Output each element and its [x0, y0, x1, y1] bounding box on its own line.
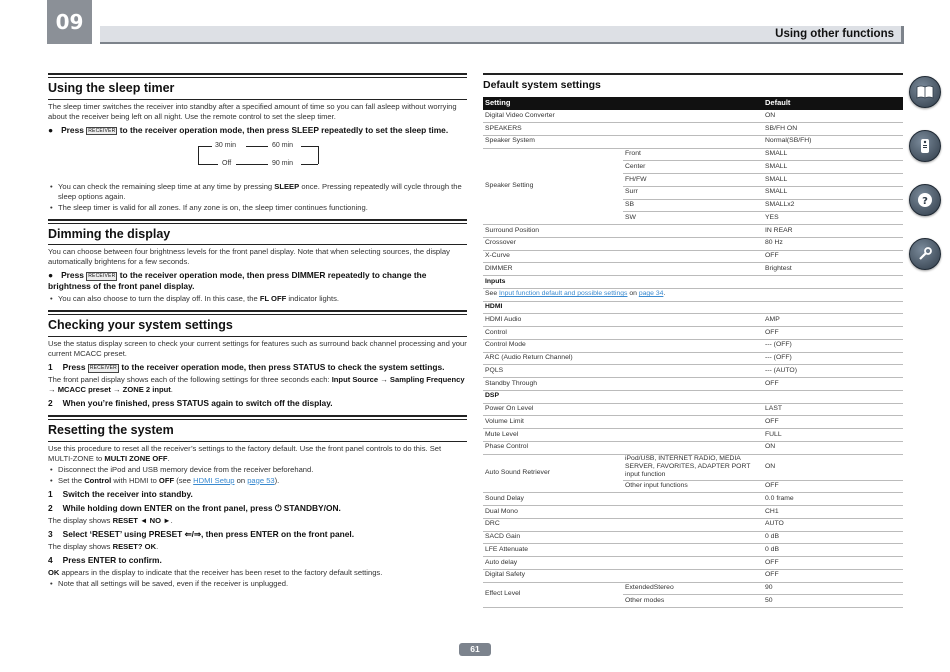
input-function-link[interactable]: Input function default and possible settings	[498, 290, 628, 298]
table-cell: Crossover	[483, 237, 763, 250]
table-row	[483, 557, 903, 570]
table-cell: Speaker System	[483, 135, 763, 148]
table-cell: Center	[623, 161, 763, 174]
table-cell: OFF	[763, 378, 903, 391]
table-cell: Volume Limit	[483, 416, 763, 429]
table-cell: PQLS	[483, 365, 763, 378]
dimming-section	[48, 219, 467, 305]
sleep-30: 30 min	[215, 141, 237, 149]
step: ● Press RECEIVER to the receiver operation mode, then press DIMMER repeatedly to change the brightness of the front panel display.	[48, 270, 427, 292]
table-cell: Setting	[483, 97, 763, 110]
table-cell: Other input functions	[623, 480, 763, 493]
table-cell: --- (OFF)	[763, 352, 903, 365]
svg-text:?: ?	[922, 196, 928, 207]
table-cell: Auto delay	[483, 557, 763, 570]
table-header	[483, 97, 903, 110]
table-cell: SMALL	[763, 148, 903, 161]
paragraph: The sleep timer switches the receiver into standby after a specified amount of time so you can fall asleep without worrying about the receiver being left on all night. Use the remote control to set the sleep timer.	[48, 101, 457, 121]
table-row	[483, 123, 903, 136]
table-cell: HDMI Audio	[483, 314, 763, 327]
table-cell: Power On Level	[483, 403, 763, 416]
table-cell: LFE Attenuate	[483, 544, 763, 557]
hdmi-setup-link[interactable]: HDMI Setup	[193, 475, 235, 485]
table-cell: DSP	[483, 390, 903, 403]
table-cell: 80 Hz	[763, 237, 903, 250]
table-cell: IN REAR	[763, 225, 903, 238]
receiver-button-icon: RECEIVER	[89, 364, 117, 371]
table-row	[483, 288, 903, 301]
table-cell: AUTO	[763, 518, 903, 531]
table-row	[483, 441, 903, 454]
table-cell: Digital Video Converter	[483, 110, 763, 123]
table-cell: ON	[763, 441, 903, 454]
table-cell: ON	[763, 454, 903, 480]
table-cell: Control Mode	[483, 339, 763, 352]
table-cell: See Input function default and possible settings on page 34.	[483, 288, 903, 301]
remote-icon[interactable]	[909, 130, 941, 162]
sleep-90: 90 min	[272, 159, 294, 167]
table-cell: SMALL	[763, 161, 903, 174]
table-cell: Sound Delay	[483, 493, 763, 506]
table-cell: SB/FH ON	[763, 123, 903, 136]
table-row	[483, 403, 903, 416]
note: • You can also choose to turn the display off. In this case, the FL OFF indicator lights.	[48, 294, 467, 304]
sleep-cycle-diagram	[48, 138, 467, 176]
table-cell: HDMI	[483, 301, 903, 314]
table-title: Default system settings	[483, 73, 903, 97]
step: 1 Switch the receiver into standby.	[48, 488, 193, 499]
table-row	[483, 518, 903, 531]
section-title: Checking your system settings	[48, 318, 233, 333]
sleep-60: 60 min	[272, 141, 294, 149]
table-row	[483, 263, 903, 276]
table-cell: OFF	[763, 557, 903, 570]
table-cell: 90	[763, 582, 903, 595]
side-navigation	[909, 76, 943, 292]
paragraph: You can choose between four brightness levels for the front panel display. Note that when selecting sources, the display automatically brightens for a few seconds.	[48, 247, 450, 267]
table-row	[483, 416, 903, 429]
note: • Set the Control with HDMI to OFF (see HDMI Setup on page 53).	[48, 476, 467, 486]
table-cell: SPEAKERS	[483, 123, 763, 136]
header-bar	[100, 26, 904, 44]
table-cell: FH/FW	[623, 174, 763, 187]
table-group-header	[483, 276, 903, 289]
table-cell: Dual Mono	[483, 506, 763, 519]
table-cell: OFF	[763, 480, 903, 493]
table-cell: ARC (Audio Return Channel)	[483, 352, 763, 365]
table-row	[483, 237, 903, 250]
table-row	[483, 506, 903, 519]
table-row	[483, 135, 903, 148]
table-cell: SMALL	[763, 174, 903, 187]
book-icon[interactable]	[909, 76, 941, 108]
note: • You can check the remaining sleep time at any time by pressing SLEEP once. Pressing repeatedly will cycle through the sleep options again.	[48, 182, 467, 202]
step: 2 While holding down ENTER on the front panel, press ⏻ STANDBY/ON.	[48, 502, 341, 513]
resetting-section	[48, 415, 467, 589]
table-cell: Digital Safety	[483, 569, 763, 582]
table-cell: Other modes	[623, 595, 763, 608]
table-row	[483, 454, 903, 480]
paragraph: The display shows RESET ◄ NO ►.	[48, 515, 173, 525]
table-group-header	[483, 301, 903, 314]
table-cell: Speaker Setting	[483, 148, 623, 225]
table-cell: SMALLx2	[763, 199, 903, 212]
table-cell: OFF	[763, 569, 903, 582]
table-row	[483, 314, 903, 327]
table-cell: SW	[623, 212, 763, 225]
paragraph: OK appears in the display to indicate that the receiver has been reset to the factory default settings.	[48, 568, 383, 578]
step: 4 Press ENTER to confirm.	[48, 555, 162, 566]
table-row	[483, 493, 903, 506]
table-row	[483, 327, 903, 340]
sleep-timer-section	[48, 73, 467, 213]
table-cell: Auto Sound Retriever	[483, 454, 623, 493]
table-row	[483, 352, 903, 365]
table-cell: Phase Control	[483, 441, 763, 454]
checking-section	[48, 310, 467, 409]
table-cell: ON	[763, 110, 903, 123]
table-cell: AMP	[763, 314, 903, 327]
table-cell: 0.0 frame	[763, 493, 903, 506]
table-row	[483, 339, 903, 352]
table-cell: OFF	[763, 416, 903, 429]
table-cell: X-Curve	[483, 250, 763, 263]
note: • The sleep timer is valid for all zones. If any zone is on, the sleep timer continues functioning.	[48, 203, 467, 213]
section-title: Using the sleep timer	[48, 81, 175, 95]
table-cell: Control	[483, 327, 763, 340]
table-cell: SMALL	[763, 186, 903, 199]
paragraph: Use the status display screen to check your current settings for features such as surround back channel processing and your current MCACC preset.	[48, 338, 467, 358]
table-cell: Surround Position	[483, 225, 763, 238]
step: ● Press RECEIVER to the receiver operation mode, then press SLEEP repeatedly to set the sleep time.	[48, 124, 449, 135]
table-cell: ExtendedStereo	[623, 582, 763, 595]
table-cell: Surr	[623, 186, 763, 199]
page-number: 61	[459, 643, 491, 656]
table-row	[483, 582, 903, 595]
table-row	[483, 429, 903, 442]
section-title: Dimming the display	[48, 226, 171, 241]
table-cell: Default	[763, 97, 903, 110]
table-cell: Normal(SB/FH)	[763, 135, 903, 148]
table-cell: --- (OFF)	[763, 339, 903, 352]
paragraph: The front panel display shows each of the following settings for three seconds each: Input Source → Sampling Frequency → MCACC preset → ZONE 2 input.	[48, 375, 465, 395]
table-row	[483, 365, 903, 378]
paragraph: The display shows RESET? OK.	[48, 542, 159, 552]
table-cell: OFF	[763, 327, 903, 340]
table-cell: Standby Through	[483, 378, 763, 391]
paragraph: Use this procedure to reset all the receiver’s settings to the factory default. Use the front panel controls to do this. Set MULTI-ZONE to MULTI ZONE OFF.	[48, 443, 442, 463]
table-row	[483, 225, 903, 238]
table-cell: Front	[623, 148, 763, 161]
note: • Note that all settings will be saved, even if the receiver is unplugged.	[48, 579, 467, 589]
receiver-button-icon: RECEIVER	[88, 127, 116, 134]
right-column	[483, 73, 903, 608]
table-row	[483, 110, 903, 123]
step: 2 When you’re finished, press STATUS again to switch off the display.	[48, 398, 333, 409]
table-cell: DIMMER	[483, 263, 763, 276]
table-group-header	[483, 390, 903, 403]
table-cell: 50	[763, 595, 903, 608]
table-cell: Inputs	[483, 276, 903, 289]
chapter-number: 09	[47, 0, 92, 44]
table-row	[483, 250, 903, 263]
table-cell: LAST	[763, 403, 903, 416]
table-cell: FULL	[763, 429, 903, 442]
tools-icon[interactable]	[909, 238, 941, 270]
page-53-link[interactable]: page 53	[247, 475, 275, 485]
table-cell: SACD Gain	[483, 531, 763, 544]
left-column	[48, 73, 467, 595]
table-cell: Mute Level	[483, 429, 763, 442]
table-cell: 0 dB	[763, 531, 903, 544]
table-cell: DRC	[483, 518, 763, 531]
step: 3 Select ‘RESET’ using PRESET ⇐/⇒, then press ENTER on the front panel.	[48, 528, 355, 539]
table-cell: OFF	[763, 250, 903, 263]
step: 1 Press RECEIVER to the receiver operation mode, then press STATUS to check the system settings.	[48, 361, 445, 372]
table-cell: --- (AUTO)	[763, 365, 903, 378]
note: • Disconnect the iPod and USB memory device from the receiver beforehand.	[48, 465, 467, 475]
sleep-off: Off	[222, 159, 232, 167]
chapter-title: Using other functions	[775, 28, 894, 40]
table-cell: iPod/USB, INTERNET RADIO, MEDIA SERVER, FAVORITES, ADAPTER PORT input function	[623, 454, 763, 480]
table-cell: Brightest	[763, 263, 903, 276]
table-cell: 0 dB	[763, 544, 903, 557]
table-row	[483, 569, 903, 582]
table-row	[483, 531, 903, 544]
table-cell: Effect Level	[483, 582, 623, 608]
help-icon[interactable]	[909, 184, 941, 216]
page-34-link[interactable]: page 34	[638, 290, 664, 298]
table-row	[483, 148, 903, 161]
section-title: Resetting the system	[48, 423, 174, 438]
table-cell: SB	[623, 199, 763, 212]
receiver-button-icon: RECEIVER	[88, 273, 116, 280]
table-row	[483, 544, 903, 557]
default-settings-table	[483, 97, 903, 608]
table-cell: CH1	[763, 506, 903, 519]
table-cell: YES	[763, 212, 903, 225]
table-row	[483, 378, 903, 391]
